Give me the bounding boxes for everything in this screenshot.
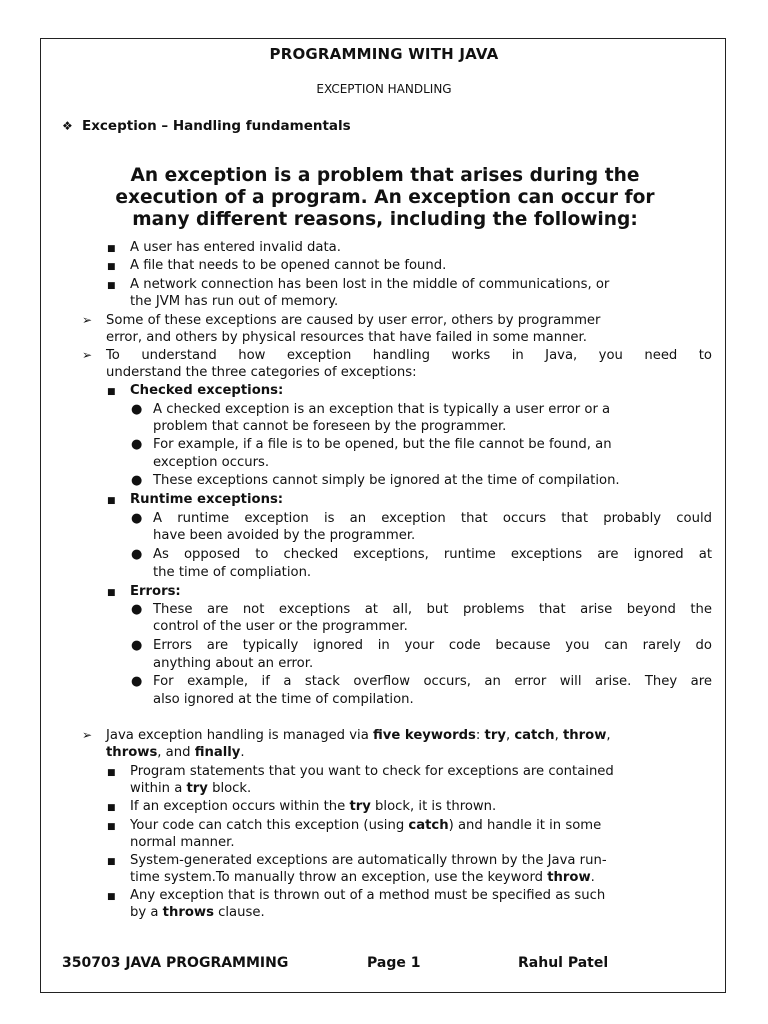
round-bullet-icon: ●	[131, 638, 143, 653]
list-item: Any exception that is thrown out of a method must be specified as such	[130, 888, 606, 903]
list-item-continuation	[130, 780, 251, 798]
round-bullet-icon: ●	[131, 674, 143, 689]
list-item-continuation: anything about an error.	[153, 656, 314, 671]
square-bullet-icon: ■	[107, 281, 116, 291]
list-item-continuation: control of the user or the programmer.	[153, 619, 408, 634]
page-title: PROGRAMMING WITH JAVA	[269, 45, 499, 63]
diamond-bullet-icon: ❖	[62, 119, 73, 133]
text-run: .	[240, 745, 245, 760]
list-item	[130, 798, 496, 816]
list-item-continuation: understand the three categories of exceptions:	[106, 365, 417, 380]
category-heading: Runtime exceptions:	[130, 492, 284, 507]
text-run: Your code can catch this exception (using	[130, 818, 409, 833]
keywords-paragraph-continuation	[106, 744, 245, 762]
list-item: A network connection has been lost in the middle of communications, or	[130, 277, 610, 292]
keyword-try: try	[484, 728, 506, 743]
intro-line: many different reasons, including the following:	[132, 209, 638, 230]
list-item: These are not exceptions at all, but problems that arise beyond the	[153, 602, 712, 617]
list-item: As opposed to checked exceptions, runtime exceptions are ignored at	[153, 547, 712, 562]
section-heading-text: Exception – Handling fundamentals	[82, 118, 351, 134]
text-run: :	[475, 728, 485, 743]
keywords-paragraph	[106, 727, 611, 745]
text-run: ,	[505, 728, 515, 743]
round-bullet-icon: ●	[131, 511, 143, 526]
list-item: For example, if a stack overflow occurs, an error will arise. They are	[153, 674, 712, 689]
text-run: block.	[207, 781, 252, 796]
intro-line: execution of a program. An exception can occur for	[115, 187, 655, 208]
keyword-try: try	[186, 781, 208, 796]
round-bullet-icon: ●	[131, 602, 143, 617]
text-run: If an exception occurs within the	[130, 799, 350, 814]
list-item: Program statements that you want to check for exceptions are contained	[130, 764, 614, 779]
list-item-continuation: have been avoided by the programmer.	[153, 528, 416, 543]
category-heading: Errors:	[130, 584, 181, 599]
text-run: Java exception handling is managed via	[106, 728, 373, 743]
list-item-continuation: the JVM has run out of memory.	[130, 294, 339, 309]
keyword-throw: throw	[547, 870, 591, 885]
keyword-throws: throws	[106, 745, 158, 760]
keyword: five keywords	[373, 728, 476, 743]
list-item-continuation: normal manner.	[130, 835, 235, 850]
list-item: System-generated exceptions are automatically thrown by the Java run-	[130, 853, 607, 868]
text-run: .	[590, 870, 595, 885]
text-run: ,	[606, 728, 611, 743]
arrow-bullet-icon: ➢	[82, 348, 93, 362]
square-bullet-icon: ■	[107, 588, 116, 598]
text-run: , and	[157, 745, 195, 760]
footer-course: 350703 JAVA PROGRAMMING	[62, 955, 289, 971]
keyword-throw: throw	[562, 728, 607, 743]
list-item-continuation: problem that cannot be foreseen by the programmer.	[153, 419, 507, 434]
list-item-continuation: also ignored at the time of compilation.	[153, 692, 414, 707]
square-bullet-icon: ■	[107, 262, 116, 272]
square-bullet-icon: ■	[107, 803, 116, 813]
round-bullet-icon: ●	[131, 547, 143, 562]
footer-author: Rahul Patel	[518, 955, 609, 971]
category-heading: Checked exceptions:	[130, 383, 284, 398]
square-bullet-icon: ■	[107, 244, 116, 254]
list-item: Some of these exceptions are caused by user error, others by programmer	[106, 313, 601, 328]
footer-page-number: Page 1	[367, 955, 421, 971]
list-item: A runtime exception is an exception that occurs that probably could	[153, 511, 712, 526]
list-item: A checked exception is an exception that is typically a user error or a	[153, 402, 611, 417]
square-bullet-icon: ■	[107, 387, 116, 397]
list-item-continuation	[130, 869, 595, 887]
list-item	[130, 817, 601, 835]
keyword-throws: throws	[162, 905, 214, 920]
text-run: block, it is thrown.	[370, 799, 497, 814]
keyword-finally: finally	[194, 745, 241, 760]
intro-statement	[70, 165, 700, 231]
list-item-continuation: the time of compliation.	[153, 565, 312, 580]
round-bullet-icon: ●	[131, 473, 143, 488]
keyword-catch: catch	[514, 728, 555, 743]
square-bullet-icon: ■	[107, 496, 116, 506]
intro-line: An exception is a problem that arises during the	[130, 165, 640, 186]
arrow-bullet-icon: ➢	[82, 313, 93, 327]
arrow-bullet-icon: ➢	[82, 728, 93, 742]
text-run: clause.	[213, 905, 265, 920]
text-run: within a	[130, 781, 187, 796]
text-run: ,	[554, 728, 563, 743]
text-run: by a	[130, 905, 163, 920]
list-item: Errors are typically ignored in your code because you can rarely do	[153, 638, 712, 653]
round-bullet-icon: ●	[131, 402, 143, 417]
list-item-continuation: error, and others by physical resources that have failed in some manner.	[106, 330, 587, 345]
square-bullet-icon: ■	[107, 857, 116, 867]
list-item: For example, if a file is to be opened, but the file cannot be found, an	[153, 437, 612, 452]
square-bullet-icon: ■	[107, 768, 116, 778]
square-bullet-icon: ■	[107, 892, 116, 902]
keyword-catch: catch	[408, 818, 449, 833]
list-item: A user has entered invalid data.	[130, 240, 341, 255]
text-run: ) and handle it in some	[448, 818, 602, 833]
section-heading	[62, 118, 351, 134]
list-item: A file that needs to be opened cannot be found.	[130, 258, 447, 273]
text-run: time system.To manually throw an exception, use the keyword	[130, 870, 548, 885]
list-item: To understand how exception handling works in Java, you need to	[106, 348, 712, 363]
square-bullet-icon: ■	[107, 822, 116, 832]
list-item: These exceptions cannot simply be ignored at the time of compilation.	[153, 473, 620, 488]
keyword-try: try	[349, 799, 371, 814]
list-item-continuation	[130, 904, 265, 922]
list-item-continuation: exception occurs.	[153, 455, 270, 470]
round-bullet-icon: ●	[131, 437, 143, 452]
page-subtitle: EXCEPTION HANDLING	[316, 82, 452, 96]
